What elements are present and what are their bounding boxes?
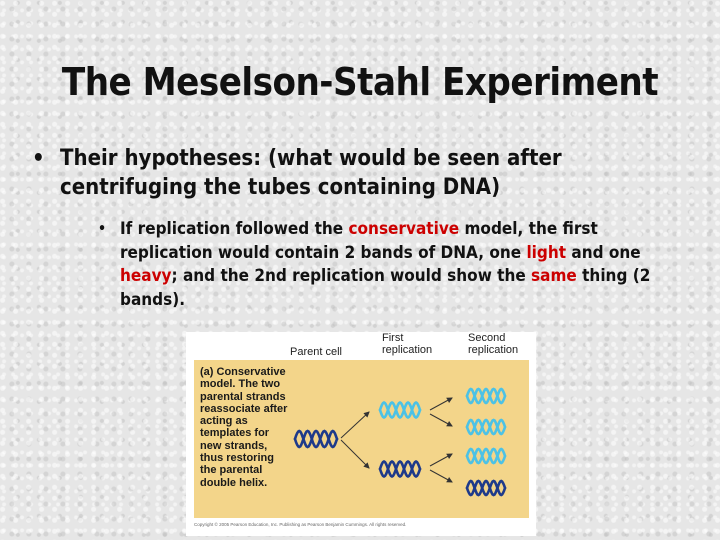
bullet-hypotheses-text: Their hypotheses: (what would be seen after centrifuging the tubes containing DNA)	[60, 146, 562, 200]
bullet-dot: •	[32, 146, 45, 171]
panel-caption-line: model. The two	[200, 378, 281, 391]
second-replication-helix-1	[467, 389, 505, 403]
highlight-same: same	[531, 266, 577, 286]
arrow-parent-to-first-bottom	[341, 440, 369, 468]
replication-diagram	[186, 332, 536, 536]
panel-caption-line: acting as	[200, 415, 248, 428]
panel-caption-line: new strands,	[200, 439, 268, 452]
arrow-first-to-second-4	[430, 470, 452, 482]
panel-label: (a)	[200, 366, 214, 378]
bullet-hypotheses	[32, 144, 660, 202]
dna-helices	[295, 389, 505, 495]
highlight-conservative: conservative	[348, 219, 460, 239]
bullet-text-2: model, the first replication would contain 2 bands of DNA, one	[120, 219, 598, 263]
bullet-conservative-model	[98, 218, 680, 312]
header-first-line2: replication	[382, 344, 433, 356]
header-second-line2: replication	[468, 344, 519, 356]
first-replication-helix-heavy	[380, 462, 420, 477]
header-parent-cell: Parent cell	[290, 346, 342, 358]
panel-caption-line: the parental	[200, 464, 263, 477]
arrow-first-to-second-3	[430, 454, 452, 466]
header-second-line1: Second	[468, 332, 506, 344]
panel-caption-line: thus restoring	[200, 452, 274, 465]
parent-helix	[295, 431, 337, 447]
bullet-dot: •	[98, 221, 107, 237]
slide-title: The Meselson-Stahl Experiment	[61, 60, 659, 104]
bullet-text-5: thing (2 bands).	[120, 266, 651, 310]
arrow-first-to-second-1	[430, 398, 452, 410]
highlight-heavy: heavy	[120, 266, 172, 286]
panel-caption-line: templates for	[200, 427, 270, 440]
second-replication-helix-3	[467, 449, 505, 463]
bullet-text-4: ; and the 2nd replication would show the	[171, 266, 532, 286]
copyright-notice: Copyright © 2005 Pearson Education, Inc. Publishing as Pearson Benjamin Cummings. All rights reserved.	[194, 522, 407, 527]
bullet-text-1: If replication followed the	[120, 219, 349, 239]
bullet-text-3: and one	[566, 242, 641, 263]
arrow-parent-to-first-top	[341, 412, 369, 438]
arrow-first-to-second-2	[430, 414, 452, 426]
highlight-light: light	[526, 242, 567, 263]
header-first-line1: First	[382, 332, 404, 344]
conservative-model-figure	[186, 332, 536, 536]
panel-caption-line: (a) Conservative	[200, 366, 286, 378]
second-replication-helix-4	[467, 481, 505, 495]
panel-caption-line: double helix.	[200, 476, 268, 489]
second-replication-helix-2	[467, 420, 505, 434]
panel-caption-line: reassociate after	[200, 402, 288, 415]
first-replication-helix-light	[380, 403, 420, 418]
panel-caption-line: parental strands	[200, 390, 286, 403]
